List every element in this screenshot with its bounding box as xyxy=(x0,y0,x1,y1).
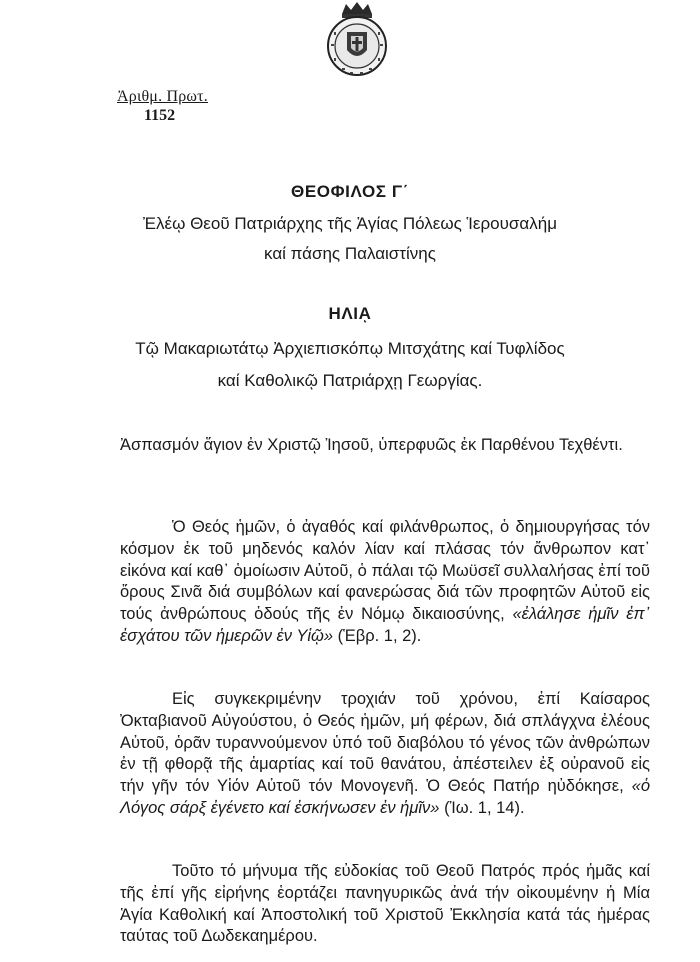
protocol-block xyxy=(117,87,208,125)
paragraph-1-ref: (Ἑβρ. 1, 2). xyxy=(333,626,422,645)
paragraph-3-text: Τοῦτο τό μήνυμα τῆς εὐδοκίας τοῦ Θεοῦ Πατρός πρός ἡμᾶς καί τῆς ἐπί γῆς εἰρήνης ἑορτάζει πανηγυρικῶς ἀνά τήν οἰκουμένην ἡ Μία Ἁγία Καθολική καί Ἀποστολική τοῦ Χριστοῦ Ἐκκλησία κατά τάς ἡμέρας ταύτας τοῦ Δωδεκαημέρου. xyxy=(120,862,650,946)
paragraph-2-quote: «ὁ Λόγος σάρξ ἐγένετο καί ἐσκήνωσεν ἐν ἡμῖν» xyxy=(120,777,650,817)
paragraph-1 xyxy=(120,517,650,648)
paragraph-1-text: Ὁ Θεός ἡμῶν, ὁ ἀγαθός καί φιλάνθρωπος, ὁ δημιουργήσας τόν κόσμον ἐκ τοῦ μηδενός καλόν λίαν καί πλάσας τόν ἄνθρωπον κατ᾽ εἰκόνα καί καθ᾽ ὁμοίωσιν Αὐτοῦ, ὁ πάλαι τῷ Μωϋσεῖ συλλαλήσας ἐπί τοῦ ὄρους Σινᾶ διά συμβόλων καί φανερώσας διά τῶν προφητῶν Αὐτοῦ εἰς τούς ἀνθρώπους ὁδούς τῆς ἐν Νόμῳ δικαιοσύνης, xyxy=(120,518,650,624)
paragraph-2-text: Εἰς συγκεκριμένην τροχιάν τοῦ χρόνου, ἐπί Καίσαρος Ὀκταβιανοῦ Αὐγούστου, ὁ Θεός ἡμῶν, μή φέρων, διά σπλάγχνα ἐλέους Αὐτοῦ, ὁρᾶν τυραννούμενον ὑπό τοῦ διαβόλου τό γένος τῶν ἀνθρώπων ἐν τῇ φθορᾷ τῆς ἁμαρτίας καί τοῦ θανάτου, ἀπέστειλεν ἐξ οὐρανοῦ εἰς τήν γῆν τόν Υἱόν Αὐτοῦ τόν Μονογενῆ. Ὁ Θεός Πατήρ ηὐδόκησε, xyxy=(120,690,650,796)
protocol-label: Ἀριθμ. Πρωτ. xyxy=(117,88,208,105)
patriarchate-seal xyxy=(320,0,394,78)
recipient-name: ΗΛΙᾼ xyxy=(328,304,372,323)
paragraph-3 xyxy=(120,861,650,948)
seal-emblem-icon xyxy=(320,0,394,78)
recipient-title-line2: καί Καθολικῷ Πατριάρχῃ Γεωργίας. xyxy=(217,371,483,390)
sender-title-line2: καί πάσης Παλαιστίνης xyxy=(264,244,436,263)
greeting: Ἀσπασμόν ἅγιον ἐν Χριστῷ Ἰησοῦ, ὑπερφυῶς ἐκ Παρθένου Τεχθέντι. xyxy=(120,436,623,454)
protocol-number: 1152 xyxy=(144,107,176,124)
paragraph-2-ref: (Ἰω. 1, 14). xyxy=(439,798,525,817)
paragraph-2 xyxy=(120,689,650,820)
sender-title-line1: Ἐλέῳ Θεοῦ Πατριάρχης τῆς Ἁγίας Πόλεως Ἱερουσαλήμ xyxy=(143,214,557,233)
recipient-title-line1: Τῷ Μακαριωτάτῳ Ἀρχιεπισκόπῳ Μιτσχάτης καί Τυφλίδος xyxy=(135,339,565,358)
sender-name: ΘΕΟΦΙΛΟΣ Γ΄ xyxy=(291,182,409,201)
paragraph-1-quote: «ἐλάλησε ἡμῖν ἐπ᾽ ἐσχάτου τῶν ἡμερῶν ἐν Υἱῷ» xyxy=(120,605,650,645)
